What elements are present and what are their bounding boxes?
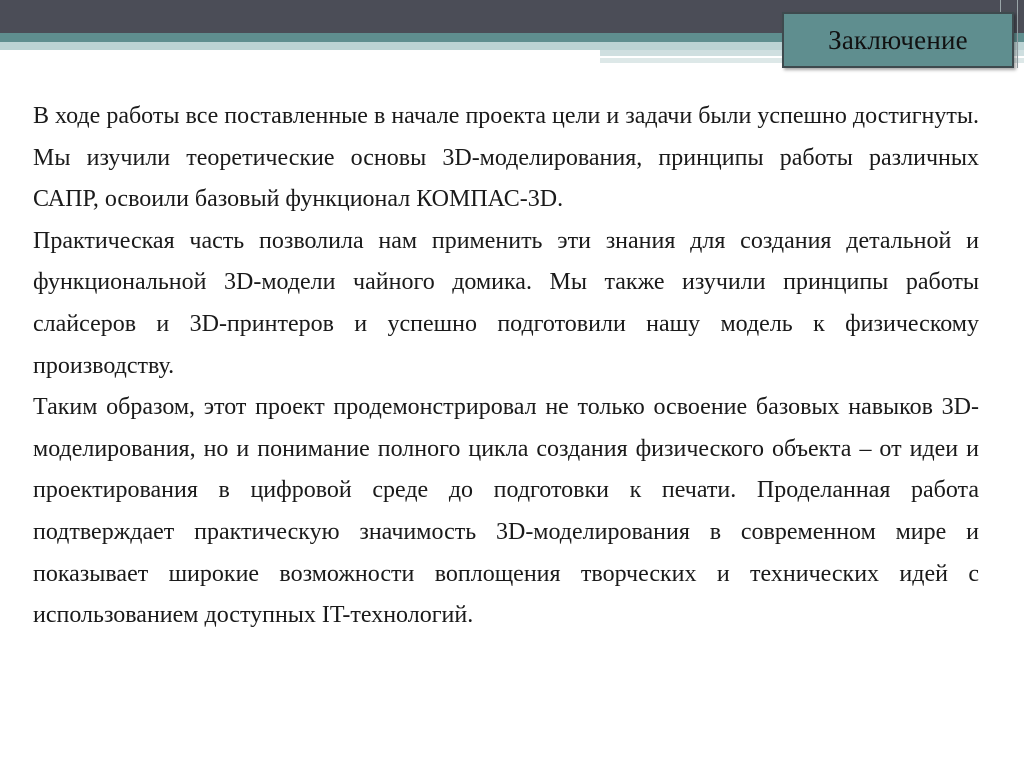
slide-title: Заключение <box>828 24 968 55</box>
paragraph-goals: В ходе работы все поставленные в начале проекта цели и задачи были успешно достигнуты. Мы изучили теоретические основы 3D-моделирования, принципы работы различных САПР, освоили базовый функционал КОМПАС-3D. <box>33 103 979 213</box>
paragraph-summary: Таким образом, этот проект продемонстрировал не только освоение базовых навыков 3D-моделирования, но и понимание полного цикла создания физического объекта – от идеи и проектирования в цифровой среде до подготовки к печати. Проделанная работа подтверждает практическую значимость 3D-моделирования в современном мире и показывает широкие возможности воплощения творческих и технических идей с использованием доступных IT-технологий. <box>33 394 979 629</box>
paragraph-practice: Практическая часть позволила нам применить эти знания для создания детальной и функциональной 3D-модели чайного домика. Мы также изучили принципы работы слайсеров и 3D-принтеров и успешно подготовили нашу модель к физическому производству. <box>33 227 979 379</box>
slide-body <box>33 96 979 637</box>
slide-title-box <box>782 12 1014 68</box>
